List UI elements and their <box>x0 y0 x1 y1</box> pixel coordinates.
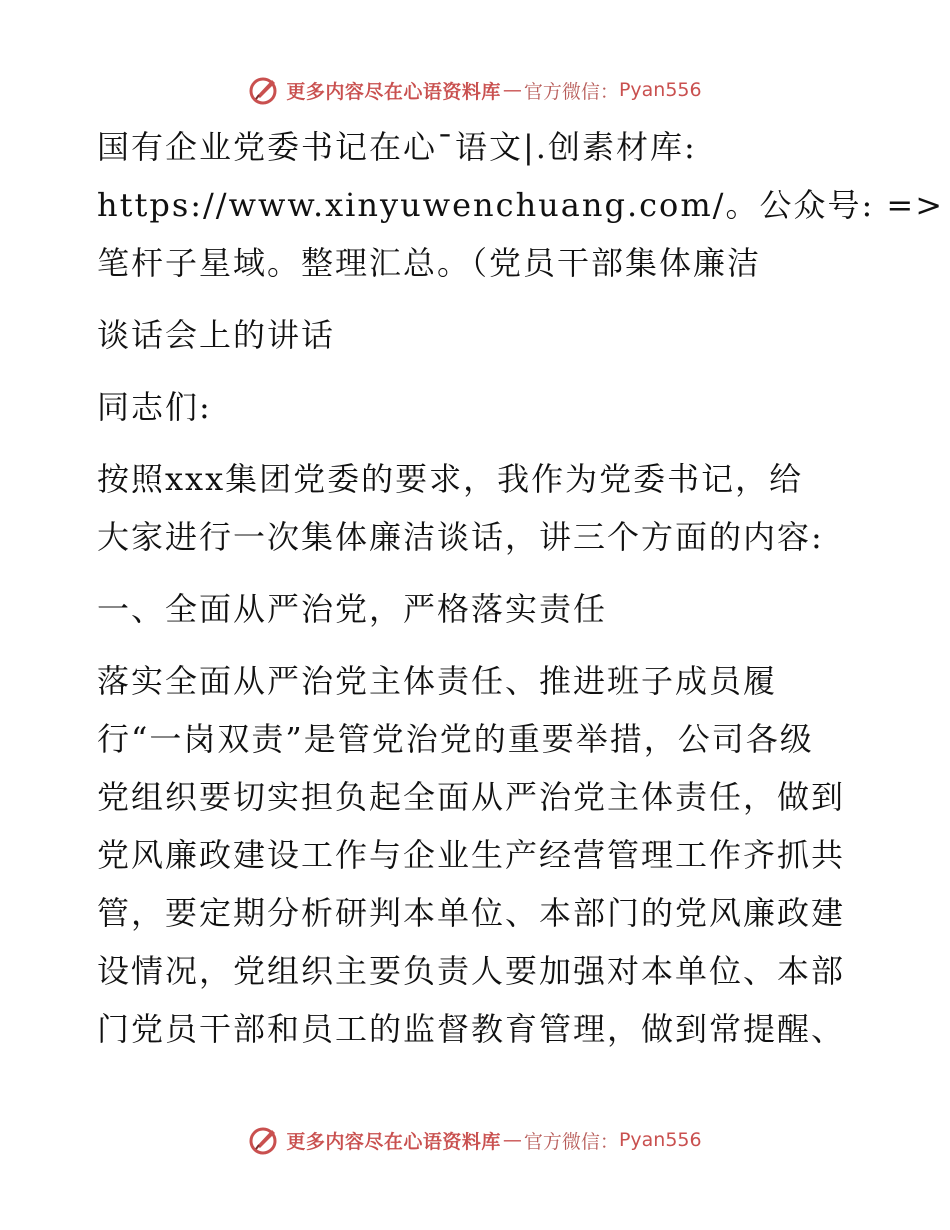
salutation: 同志们: <box>97 388 212 426</box>
intro-line: 大家进行一次集体廉洁谈话，讲三个方面的内容: <box>97 518 824 556</box>
banner-separator: — <box>502 79 522 101</box>
section-heading: 一、全面从严治党，严格落实责任 <box>97 590 608 628</box>
body-line: 门党员干部和员工的监督教育管理，做到常提醒、 <box>97 1010 846 1048</box>
header-block <box>97 118 945 292</box>
banner-wechat-id: Pyan556 <box>618 1129 702 1151</box>
banner-wechat-label: 官方微信： <box>523 1130 619 1153</box>
body-line: 管，要定期分析研判本单位、本部门的党风廉政建 <box>97 894 846 932</box>
body-line: 设情况，党组织主要负责人要加强对本单位、本部 <box>97 952 846 990</box>
body-paragraph <box>97 652 857 1058</box>
banner-main-text: 更多内容尽在心语资料库 <box>286 1130 501 1153</box>
header-line: 国有企业党委书记在心¯语文|.创素材库: <box>97 128 697 166</box>
header-line: https://www.xinyuwenchuang.com/。公众号: => <box>97 186 945 224</box>
banner-wechat-id: Pyan556 <box>618 79 702 101</box>
intro-line: 按照xxx集团党委的要求，我作为党委书记，给 <box>97 460 804 498</box>
banner-separator: — <box>502 1129 522 1151</box>
header-banner <box>0 70 950 110</box>
body-line: 党组织要切实担负起全面从严治党主体责任，做到 <box>97 778 846 816</box>
header-line: 笔杆子星域。整理汇总。（党员干部集体廉洁 <box>97 244 762 282</box>
banner-main-text: 更多内容尽在心语资料库 <box>286 80 501 103</box>
body-line: 落实全面从严治党主体责任、推进班子成员履 <box>97 662 778 700</box>
quill-circle-logo <box>248 1124 280 1156</box>
body-line: 行“一岗双责”是管党治党的重要举措，公司各级 <box>97 720 814 758</box>
quill-circle-logo <box>248 74 280 106</box>
intro-paragraph <box>97 450 857 566</box>
document-title: 谈话会上的讲话 <box>97 316 336 354</box>
body-line: 党风廉政建设工作与企业生产经营管理工作齐抓共 <box>97 836 846 874</box>
banner-wechat-label: 官方微信： <box>523 80 619 103</box>
footer-banner <box>0 1120 950 1160</box>
document-body <box>97 118 945 1058</box>
